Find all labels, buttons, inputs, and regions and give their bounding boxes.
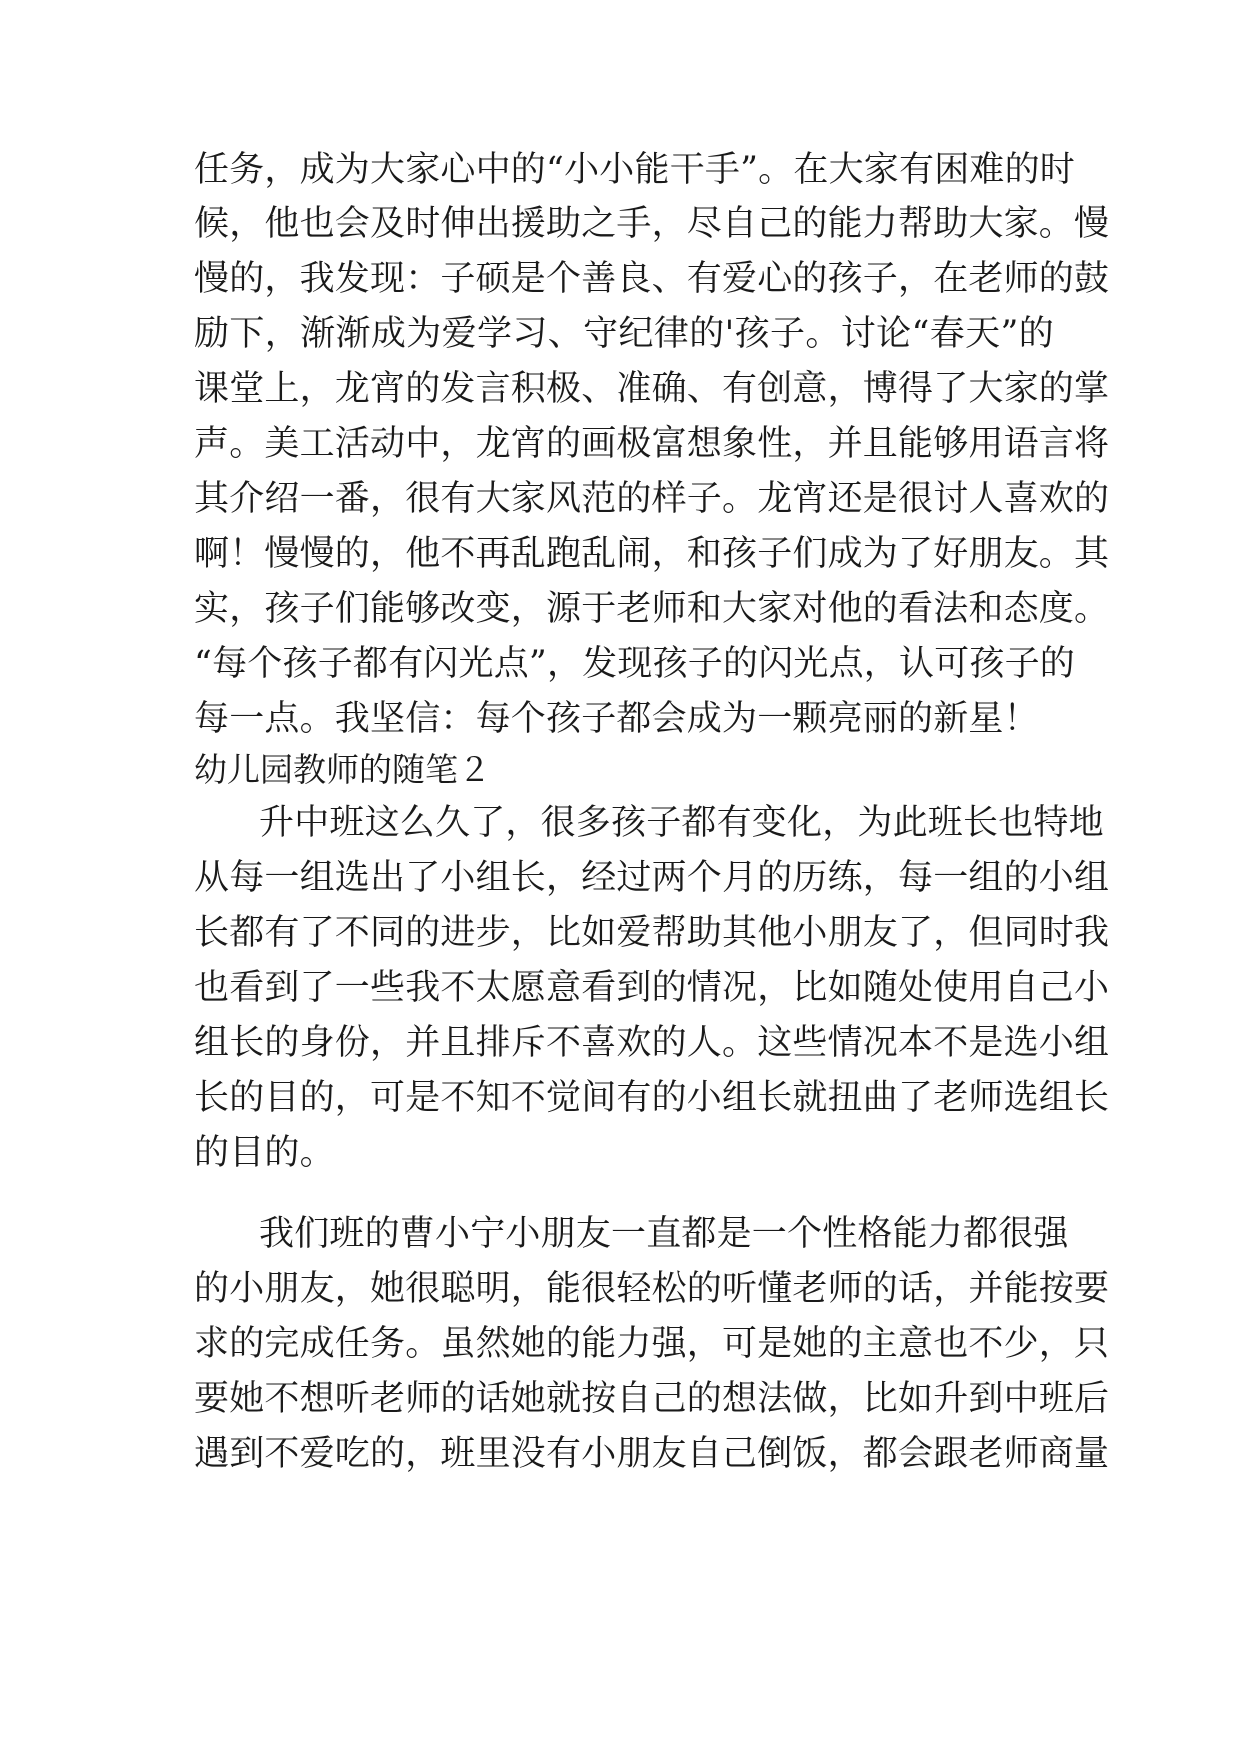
paragraph-3-line-2: 的小朋友，她很聪明，能很轻松的听懂老师的话，并能按要 xyxy=(194,1269,1110,1309)
paragraph-2-line-3: 长都有了不同的进步，比如爱帮助其他小朋友了，但同时我 xyxy=(194,913,1110,953)
paragraph-1-line-1: 任务，成为大家心中的“小小能干手”。在大家有困难的时 xyxy=(194,150,1075,190)
paragraph-2-line-1: 升中班这么久了，很多孩子都有变化，为此班长也特地 xyxy=(259,803,1104,843)
paragraph-1-line-3: 慢的，我发现：子硕是个善良、有爱心的孩子，在老师的鼓 xyxy=(194,259,1110,299)
paragraph-2-line-4: 也看到了一些我不太愿意看到的情况，比如随处使用自己小 xyxy=(194,968,1110,1008)
paragraph-1-line-4: 励下，渐渐成为爱学习、守纪律的'孩子。讨论“春天”的 xyxy=(194,314,1054,354)
paragraph-1-line-6: 声。美工活动中，龙宵的画极富想象性，并且能够用语言将 xyxy=(194,424,1110,464)
paragraph-1-line-5: 课堂上，龙宵的发言积极、准确、有创意，博得了大家的掌 xyxy=(194,369,1110,409)
paragraph-1-line-11: 每一点。我坚信：每个孩子都会成为一颗亮丽的新星！ xyxy=(194,699,1039,739)
paragraph-1-line-10: “每个孩子都有闪光点”，发现孩子的闪光点，认可孩子的 xyxy=(194,644,1075,684)
paragraph-1-line-7: 其介绍一番，很有大家风范的样子。龙宵还是很讨人喜欢的 xyxy=(194,479,1110,519)
paragraph-3-line-4: 要她不想听老师的话她就按自己的想法做，比如升到中班后 xyxy=(194,1379,1110,1419)
paragraph-1-line-9: 实，孩子们能够改变，源于老师和大家对他的看法和态度。 xyxy=(194,589,1110,629)
paragraph-3-line-3: 求的完成任务。虽然她的能力强，可是她的主意也不少，只 xyxy=(194,1324,1110,1364)
section-heading: 幼儿园教师的随笔２ xyxy=(194,750,491,789)
paragraph-3-line-5: 遇到不爱吃的，班里没有小朋友自己倒饭，都会跟老师商量 xyxy=(194,1434,1110,1474)
paragraph-1-line-8: 啊！慢慢的，他不再乱跑乱闹，和孩子们成为了好朋友。其 xyxy=(194,534,1110,574)
paragraph-2-line-6: 长的目的，可是不知不觉间有的小组长就扭曲了老师选组长 xyxy=(194,1078,1110,1118)
paragraph-2-line-7: 的目的。 xyxy=(194,1133,335,1173)
paragraph-2-line-5: 组长的身份，并且排斥不喜欢的人。这些情况本不是选小组 xyxy=(194,1023,1110,1063)
paragraph-1-line-2: 候，他也会及时伸出援助之手，尽自己的能力帮助大家。慢 xyxy=(194,204,1110,244)
paragraph-2-line-2: 从每一组选出了小组长，经过两个月的历练，每一组的小组 xyxy=(194,858,1110,898)
paragraph-3-line-1: 我们班的曹小宁小朋友一直都是一个性格能力都很强 xyxy=(259,1214,1069,1254)
